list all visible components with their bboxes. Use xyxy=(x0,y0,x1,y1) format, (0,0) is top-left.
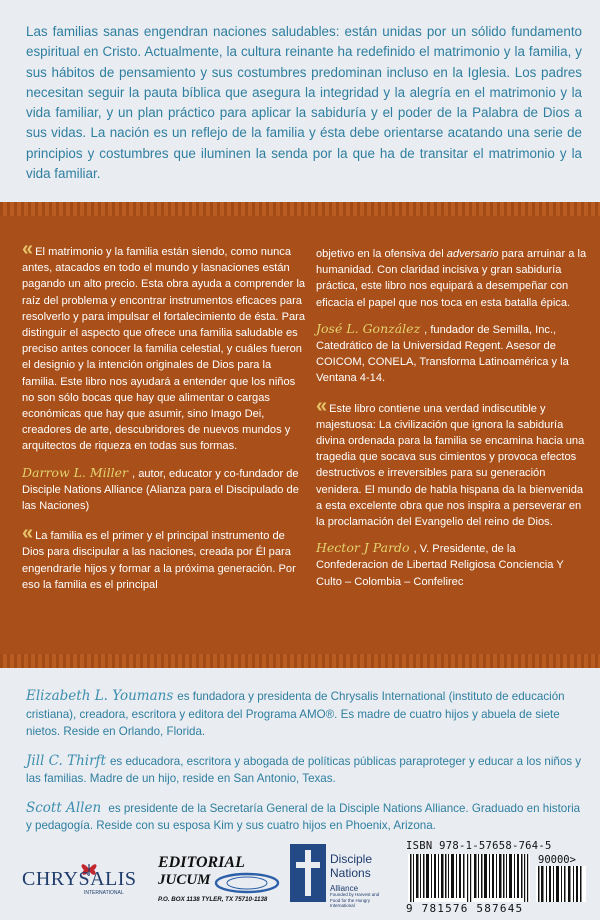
shield-cross-icon xyxy=(290,844,326,902)
bio-youmans xyxy=(26,688,586,741)
bio-allen xyxy=(26,800,586,835)
chrysalis-wordmark: CHRYSALIS xyxy=(22,868,137,890)
pardo-attribution xyxy=(316,540,588,590)
allen-signature: Scott Allen xyxy=(26,799,102,816)
thirft-signature: Jill C. Thirft xyxy=(26,752,106,769)
quote-mark-icon: « xyxy=(22,238,34,260)
gonzalez-attribution-text: , fundador de Semilla, Inc., Catedrático de la Universidad Regent. Asesor de COICOM, CONELA, Transforma Latinoamérica y la Ventana 4-14. xyxy=(316,323,569,385)
endorsements-right-column xyxy=(316,246,588,604)
gonzalez-quote-text-start: La familia es el primer y el principal instrumento de Dios para discipular a las naciones, creada por Él para engendrarle hijos y formar a la próxima generación. Por eso la familia es el principal xyxy=(22,530,296,591)
gonzalez-signature: José L. González xyxy=(316,320,421,336)
globe-icon xyxy=(214,872,280,894)
dna-wordmark xyxy=(330,852,372,896)
pardo-signature: Hector J Pardo xyxy=(316,540,410,556)
quote-mark-icon: « xyxy=(22,522,34,545)
bio-thirft xyxy=(26,753,586,788)
pardo-quote xyxy=(316,394,588,531)
gonzalez-quote-emphasis: adversario xyxy=(446,248,499,260)
dna-founded-note: Founded by Harvest and Food for the Hungry International xyxy=(330,892,380,908)
chrysalis-subtitle: INTERNATIONAL xyxy=(84,890,124,896)
thirft-bio-text: es educadora, escritora y abogada de políticas públicas paraproteger y educar a los niños y las familias. Madre de un hijo, reside en San Antonio, Texas. xyxy=(26,754,582,785)
youmans-bio-text: es fundadora y presidenta de Chrysalis International (instituto de educación cristiana), creadora, escritora y editora del Programa AMO®. Es madre de cuatro hijos y abuela de siete nietos. Reside en Orlando, Florida. xyxy=(26,690,565,738)
gonzalez-quote-text-cont-b: para arruinar a la humanidad. Con claridad incisiva y gran sabiduría práctica, este libro nos equipará a desempeñar con eficacia el papel que nos toca en esta batalla épica. xyxy=(316,248,587,309)
jucum-logo xyxy=(158,850,282,910)
miller-quote-text: El matrimonio y la familia están siendo, como nunca antes, atacados en todo el mundo y lasnaciones están pagando un alto precio. Esta obra ayuda a comprender la raíz del problema y encontrar instrumentos eficaces para resolverlo y para impulsar el fortalecimiento de ésta. Para distinguir el aspecto que ofrece una familia saludable es preciso antes conocer la familia celestial, y cuáles fueron el designio y la intención originales de Dios para la familia. Este libro nos ayudará a entender que los niños no son sólo bocas que hay que alimentar o cargas económicas que hay que asumir, sino Imago Dei, creadores de arte, descubridores de nuevos mundos y arquitectos de riqueza en todas sus formas. xyxy=(22,246,306,453)
jucum-name: JUCUM xyxy=(158,872,211,888)
barcode-icon xyxy=(408,854,530,902)
dna-line-1: Disciple xyxy=(330,852,373,866)
isbn-number: ISBN 978-1-57658-764-5 xyxy=(406,840,552,852)
gonzalez-quote-text-cont-a: objetivo en la ofensiva del xyxy=(316,248,447,260)
gonzalez-quote-cont xyxy=(316,246,588,311)
author-bios xyxy=(26,688,586,847)
endorsements-panel xyxy=(0,216,600,654)
gonzalez-attribution xyxy=(316,321,588,387)
chrysalis-logo xyxy=(22,858,154,898)
publisher-footer xyxy=(0,838,600,920)
youmans-signature: Elizabeth L. Youmans xyxy=(26,688,174,704)
gonzalez-quote-start xyxy=(22,522,308,593)
quote-mark-icon: « xyxy=(316,394,328,417)
isbn-barcode xyxy=(406,840,590,918)
miller-quote xyxy=(22,238,308,455)
dna-line-2: Nations xyxy=(330,866,371,880)
endorsements-band xyxy=(0,202,600,668)
barcode-digits: 9 781576 587645 xyxy=(406,902,524,915)
price-addon-code: 90000> xyxy=(538,854,576,866)
dna-line-3: Alliance xyxy=(330,884,359,893)
endorsements-left-column xyxy=(22,238,308,603)
jucum-address: P.O. BOX 1138 TYLER, TX 75710-1138 xyxy=(158,896,268,903)
miller-attribution xyxy=(22,465,308,515)
jucum-title: EDITORIAL xyxy=(158,854,245,871)
miller-attribution-text: , autor, educator y co-fundador de Disciple Nations Alliance (Alianza para el Discipulado de las Naciones) xyxy=(22,467,299,513)
addon-barcode-icon xyxy=(536,866,586,902)
disciple-nations-logo xyxy=(290,844,400,914)
miller-signature: Darrow L. Miller xyxy=(22,464,129,480)
pardo-quote-text: Este libro contiene una verdad indiscutible y majestuosa: La civilización que ignora la sabiduría divina ordenada para la familia se encamina hacia una tragedia que socava sus cimientos y provoca efectos destructivos e irreversibles para su generación venidera. El mundo de habla hispana da la bienvenida a esta excelente obra que nos inspira a perseverar en la proclamación del Evangelio del reino de Dios. xyxy=(316,402,585,529)
allen-bio-text: es presidente de la Secretaría General de la Disciple Nations Alliance. Graduado en historia y pedagogía. Reside con su esposa Kim y sus cuatro hijos en Phoenix, Arizona. xyxy=(26,801,581,832)
intro-paragraph: Las familias sanas engendran naciones saludables: están unidas por un sólido fundamento espiritual en Cristo. Actualmente, la cultura reinante ha redefinido el matrimonio y la familia, y sus hábitos de pensamiento y sus costumbres predominan incluso en la Iglesia. Los padres necesitan seguir la pauta bíblica que asegura la integridad y la alegría en el matrimonio y la vida familiar, y un plan práctico para aplicar la sabiduría y el poder de la Palabra de Dios a sus vidas. La nación es un reflejo de la familia y ésta debe orientarse acatando una serie de principios y costumbres que iluminen la senda por la que ha de transitar el matrimonio y la vida familiar. xyxy=(26,24,582,182)
pardo-attribution-text: , V. Presidente, de la Confederacion de Libertad Religiosa Conciencia Y Culto – Colombia – Confelirec xyxy=(316,543,564,588)
